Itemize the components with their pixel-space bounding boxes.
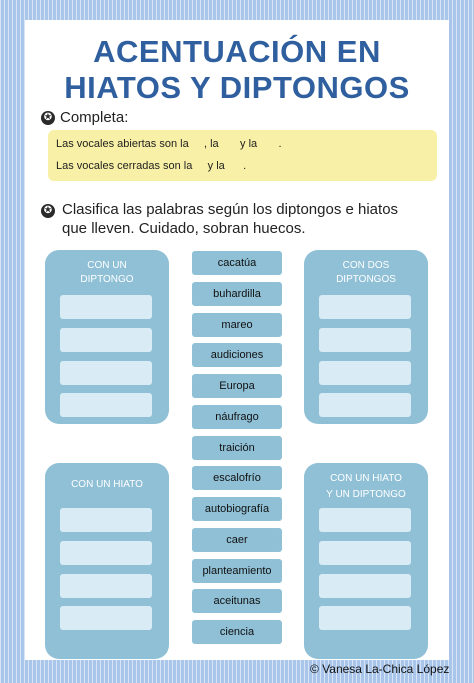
panel-title-line: DIPTONGOS <box>336 274 396 285</box>
panel-title-line: CON UN <box>87 260 127 271</box>
drop-slot[interactable] <box>60 328 152 352</box>
drop-slot[interactable] <box>60 508 152 532</box>
star-bullet-icon: ✪ <box>41 204 55 218</box>
word-tile-mareo[interactable]: mareo <box>192 313 282 337</box>
word-tile-cacatua[interactable]: cacatúa <box>192 251 282 275</box>
copyright-footer: © Vanesa La-Chica López <box>310 662 450 676</box>
drop-slot[interactable] <box>60 606 152 630</box>
clasifica-heading-line-1: Clasifica las palabras según los diptongos e hiatos <box>62 201 399 218</box>
panel-title-line: CON UN HIATO <box>71 479 143 490</box>
word-tile-europa[interactable]: Europa <box>192 374 282 398</box>
drop-slot[interactable] <box>319 295 411 319</box>
panel-title-line: Y UN DIPTONGO <box>326 489 406 500</box>
word-tile-buhardilla[interactable]: buhardilla <box>192 282 282 306</box>
panel-con-un-hiato <box>45 463 169 659</box>
word-tile-escalofrio[interactable]: escalofrío <box>192 466 282 490</box>
drop-slot[interactable] <box>60 393 152 417</box>
panel-con-dos-diptongos <box>304 250 428 424</box>
panel-title-line: DIPTONGO <box>80 274 134 285</box>
fill-in-box <box>48 130 437 181</box>
drop-slot[interactable] <box>60 295 152 319</box>
vocales-cerradas-sentence: Las vocales cerradas son la y la . <box>56 160 247 172</box>
word-tile-planteamiento[interactable]: planteamiento <box>192 559 282 583</box>
vocales-abiertas-sentence: Las vocales abiertas son la , la y la . <box>56 138 282 150</box>
panel-title-line: CON DOS <box>342 260 390 271</box>
title-line-1: ACENTUACIÓN EN <box>93 34 381 69</box>
completa-heading: Completa: <box>60 109 129 126</box>
clasifica-heading-line-2: que lleven. Cuidado, sobran huecos. <box>62 220 306 237</box>
title-line-2: HIATOS Y DIPTONGOS <box>64 70 410 105</box>
drop-slot[interactable] <box>60 574 152 598</box>
panel-title-line: CON UN HIATO <box>330 473 402 484</box>
drop-slot[interactable] <box>60 541 152 565</box>
worksheet-page <box>25 20 449 660</box>
word-tile-autobiografia[interactable]: autobiografía <box>192 497 282 521</box>
panel-con-un-hiato-y-un-diptongo <box>304 463 428 659</box>
word-tile-naufrago[interactable]: náufrago <box>192 405 282 429</box>
panel-con-un-diptongo <box>45 250 169 424</box>
drop-slot[interactable] <box>319 541 411 565</box>
word-tile-traicion[interactable]: traición <box>192 436 282 460</box>
word-tile-ciencia[interactable]: ciencia <box>192 620 282 644</box>
star-bullet-icon: ✪ <box>41 111 55 125</box>
drop-slot[interactable] <box>319 361 411 385</box>
drop-slot[interactable] <box>60 361 152 385</box>
drop-slot[interactable] <box>319 508 411 532</box>
drop-slot[interactable] <box>319 328 411 352</box>
word-tile-audiciones[interactable]: audiciones <box>192 343 282 367</box>
drop-slot[interactable] <box>319 574 411 598</box>
drop-slot[interactable] <box>319 393 411 417</box>
word-tile-aceitunas[interactable]: aceitunas <box>192 589 282 613</box>
word-tile-caer[interactable]: caer <box>192 528 282 552</box>
drop-slot[interactable] <box>319 606 411 630</box>
